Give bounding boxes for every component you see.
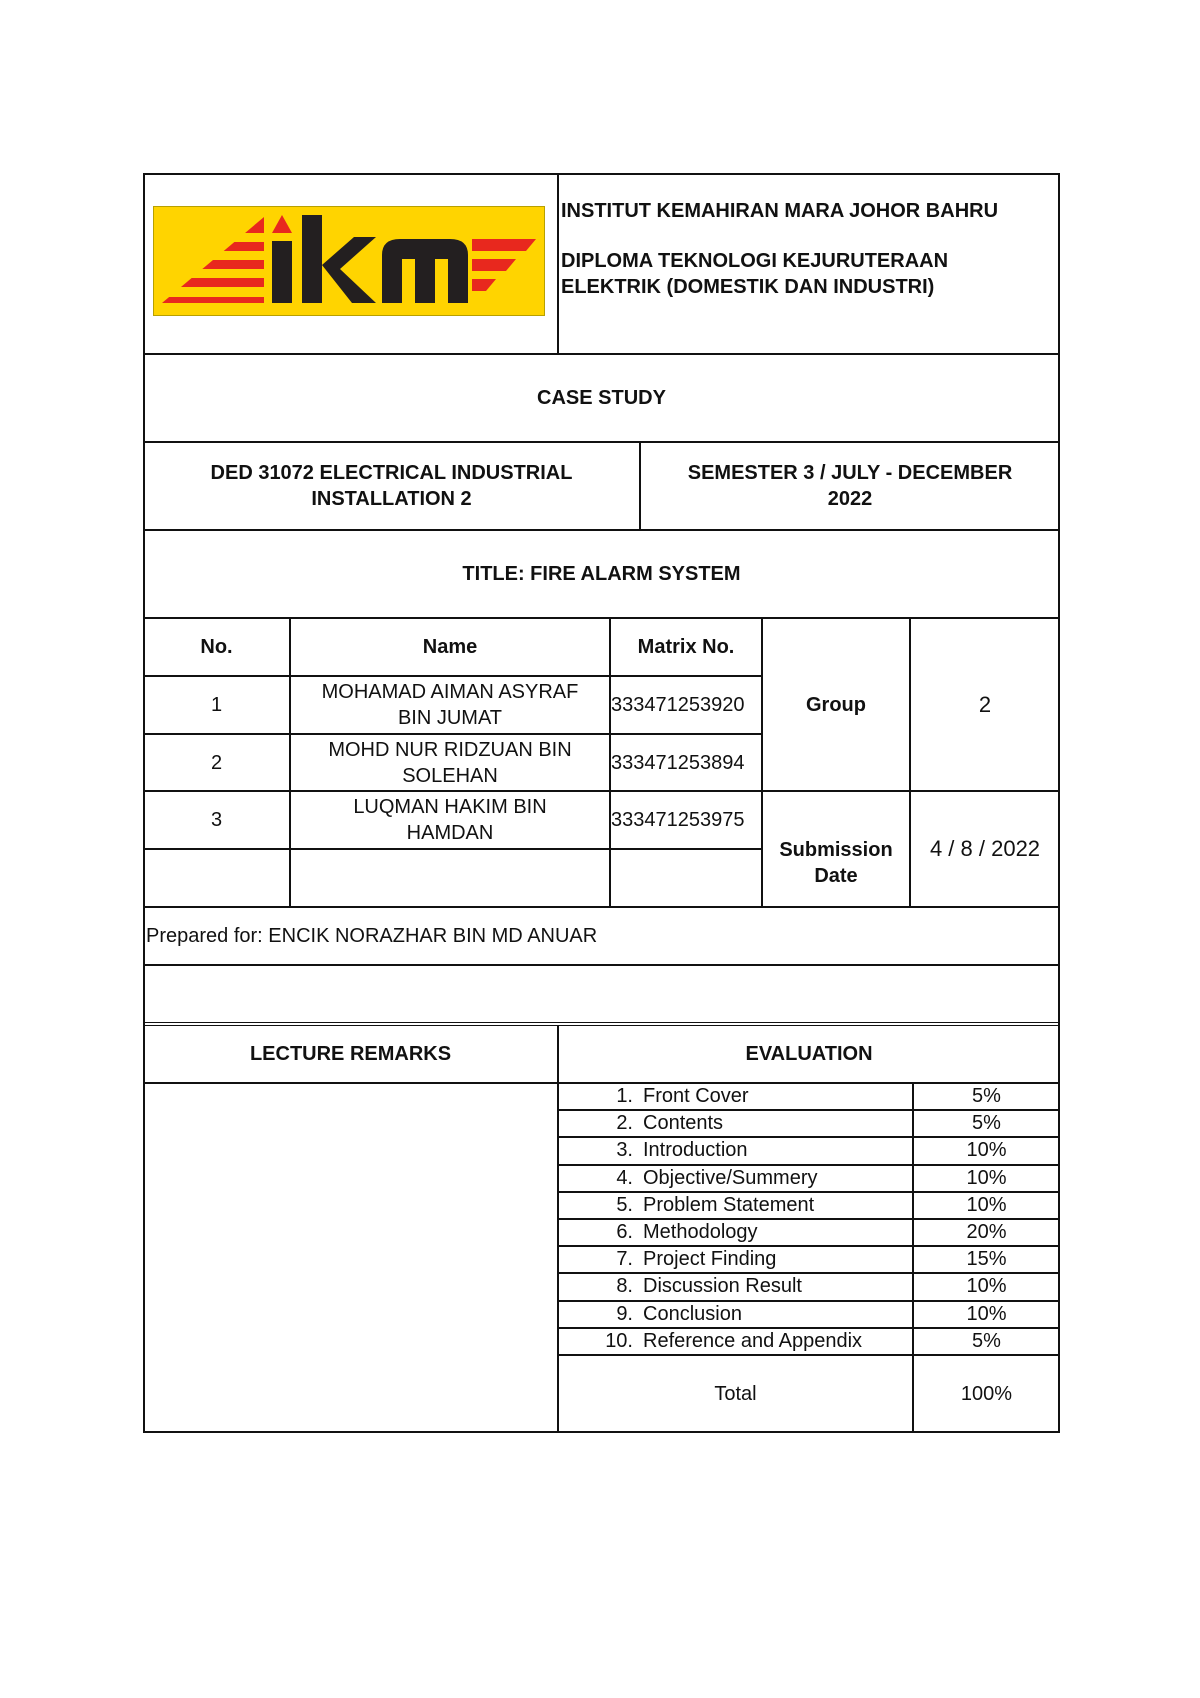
evaluation-item-number: 4. [616, 1166, 633, 1189]
case-study-label: CASE STUDY [143, 354, 1060, 442]
member-row-1-name [290, 676, 610, 734]
evaluation-item [558, 1192, 913, 1219]
evaluation-item-weight: 5% [913, 1110, 1060, 1137]
evaluation-item-label: Methodology [643, 1221, 758, 1244]
member-row-empty-no [143, 849, 290, 907]
member-row-empty-name [290, 849, 610, 907]
member-row-2-name [290, 734, 610, 791]
member-2-name-line-2: SOLEHAN [402, 764, 498, 787]
group-label: Group [762, 618, 910, 791]
cover-sheet [143, 173, 1060, 1433]
semester-line-2: 2022 [827, 488, 873, 510]
member-row-3-no: 3 [143, 791, 290, 849]
evaluation-item-label: Project Finding [643, 1248, 777, 1271]
evaluation-item-weight: 10% [913, 1192, 1060, 1219]
lecture-remarks-area [143, 1083, 558, 1433]
col-header-matrix: Matrix No. [610, 618, 762, 676]
evaluation-item-weight: 5% [913, 1083, 1060, 1110]
evaluation-item-number: 8. [616, 1275, 633, 1298]
course-line-2: INSTALLATION 2 [311, 488, 472, 510]
evaluation-item [558, 1137, 913, 1164]
submission-date-value: 4 / 8 / 2022 [910, 791, 1060, 907]
evaluation-item [558, 1328, 913, 1355]
evaluation-item [558, 1083, 913, 1110]
evaluation-item [558, 1301, 913, 1328]
evaluation-item-number: 3. [616, 1139, 633, 1162]
evaluation-item-label: Reference and Appendix [643, 1329, 863, 1352]
programme-line-2: ELEKTRIK (DOMESTIK DAN INDUSTRI) [561, 276, 935, 298]
blank-row [143, 965, 1060, 1023]
group-value: 2 [910, 618, 1060, 791]
evaluation-item-label: Objective/Summery [643, 1166, 818, 1189]
evaluation-item-weight: 10% [913, 1137, 1060, 1164]
semester-cell [640, 442, 1060, 530]
total-value: 100% [913, 1355, 1060, 1433]
evaluation-item-number: 6. [616, 1221, 633, 1244]
evaluation-item [558, 1273, 913, 1300]
member-row-3-name [290, 791, 610, 849]
member-3-name-line-1: LUQMAN HAKIM BIN [353, 796, 547, 818]
evaluation-item-label: Front Cover [643, 1085, 749, 1108]
course-line-1: DED 31072 ELECTRICAL INDUSTRIAL [210, 462, 573, 484]
member-row-1-matrix: 333471253920 [610, 676, 762, 734]
evaluation-item-number: 1. [616, 1085, 633, 1108]
programme-line-1: DIPLOMA TEKNOLOGI KEJURUTERAAN [561, 250, 949, 272]
evaluation-item-number: 2. [616, 1112, 633, 1135]
member-row-1-no: 1 [143, 676, 290, 734]
evaluation-item [558, 1219, 913, 1246]
ikm-logo [153, 206, 545, 316]
semester-line-1: SEMESTER 3 / JULY - DECEMBER [687, 462, 1013, 484]
institute-info [558, 173, 1060, 354]
member-1-name-line-2: BIN JUMAT [397, 707, 503, 729]
member-2-name-line-1: MOHD NUR RIDZUAN BIN [328, 738, 572, 761]
evaluation-item-weight: 5% [913, 1328, 1060, 1355]
submission-label-line-2: Date [814, 865, 858, 887]
prepared-for: Prepared for: ENCIK NORAZHAR BIN MD ANUAR [143, 907, 1060, 965]
evaluation-item-label: Problem Statement [643, 1193, 815, 1216]
course-cell [143, 442, 640, 530]
evaluation-item-weight: 15% [913, 1246, 1060, 1273]
evaluation-item [558, 1246, 913, 1273]
evaluation-item-number: 10. [605, 1329, 633, 1352]
evaluation-item-weight: 10% [913, 1273, 1060, 1300]
evaluation-item-label: Introduction [643, 1139, 748, 1162]
col-header-no: No. [143, 618, 290, 676]
member-row-empty-matrix [610, 849, 762, 907]
evaluation-item-label: Contents [643, 1112, 724, 1135]
logo-cell [143, 173, 558, 354]
submission-label [762, 791, 910, 907]
institute-name: INSTITUT KEMAHIRAN MARA JOHOR BAHRU [561, 200, 999, 222]
evaluation-item-weight: 10% [913, 1165, 1060, 1192]
lecture-remarks-header: LECTURE REMARKS [143, 1025, 558, 1083]
submission-label-line-1: Submission [779, 839, 893, 861]
member-1-name-line-1: MOHAMAD AIMAN ASYRAF [321, 681, 579, 703]
member-3-name-line-2: HAMDAN [406, 822, 494, 844]
ikm-logo-graphic [154, 207, 544, 315]
evaluation-item-number: 5. [616, 1193, 633, 1216]
evaluation-item [558, 1110, 913, 1137]
evaluation-item-number: 9. [616, 1302, 633, 1325]
total-label: Total [558, 1355, 913, 1433]
member-row-3-matrix: 333471253975 [610, 791, 762, 849]
evaluation-list [558, 1083, 1060, 1355]
evaluation-item [558, 1165, 913, 1192]
evaluation-header: EVALUATION [558, 1025, 1060, 1083]
member-row-2-no: 2 [143, 734, 290, 791]
evaluation-item-weight: 10% [913, 1301, 1060, 1328]
member-row-2-matrix: 333471253894 [610, 734, 762, 791]
evaluation-item-number: 7. [616, 1248, 633, 1271]
evaluation-item-label: Discussion Result [643, 1275, 802, 1298]
evaluation-item-label: Conclusion [643, 1302, 742, 1325]
col-header-name: Name [290, 618, 610, 676]
project-title: TITLE: FIRE ALARM SYSTEM [143, 530, 1060, 618]
evaluation-item-weight: 20% [913, 1219, 1060, 1246]
